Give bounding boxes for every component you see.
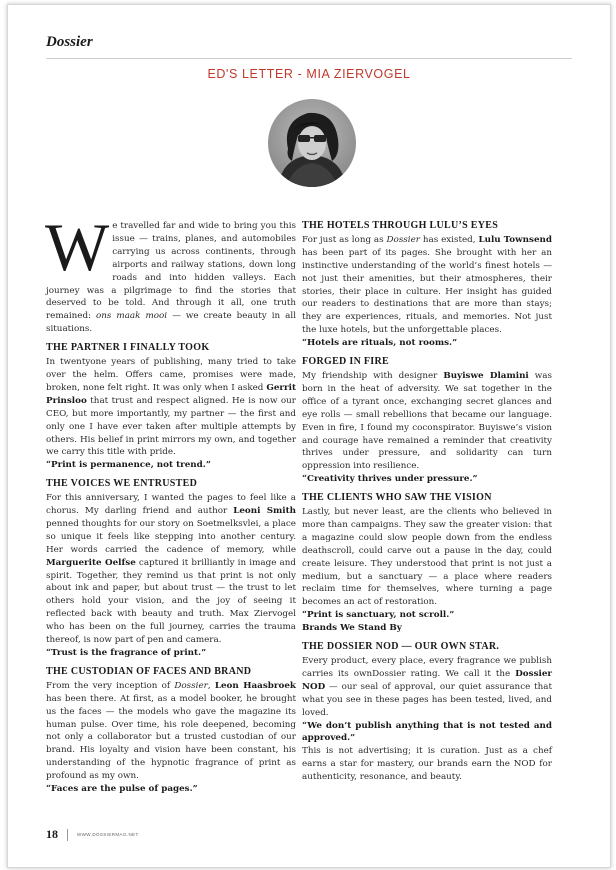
- quote-nod: “We don’t publish anything that is not tested and approved.”: [302, 720, 552, 744]
- intro-paragraph: [45, 209, 296, 336]
- heading-clients: THE CLIENTS WHO SAW THE VISION: [302, 492, 492, 504]
- page-number: 18: [46, 827, 58, 841]
- intro-italic: ons maak mooi: [96, 311, 168, 322]
- quote-voices: “Trust is the fragrance of print.”: [46, 648, 207, 658]
- body-hotels: For just as long as Dossier has existed, Lulu Townsend has been part of its pages. She brought with her an instinctive understanding of the world’s finest hotels — not just their amenities, but their atmospheres, their stories, their place in culture. Her insight has guided our readers to destinations that are more than stays; they are experiences, rituals, and memories. Not just the luxe hotels, but the unforgettable places.: [302, 234, 552, 336]
- heading-custodian: THE CUSTODIAN OF FACES AND BRAND: [46, 665, 252, 677]
- heading-nod: THE DOSSIER NOD — OUR OWN STAR.: [302, 641, 500, 653]
- page-footer: [46, 827, 139, 842]
- body-partner: In twentyone years of publishing, many tried to take over the helm. Offers came, promises were made, broken, none felt right. It was only when I asked Gerrit Prinsloo that trust and respect aligned. He is now our CEO, but more importantly, my partner — the first and only one I have ever taken after multiple attempts by others. His belief in print mirrors my own, and together we carry this title with pride.: [46, 357, 296, 458]
- right-column: [302, 220, 552, 784]
- editor-portrait: [268, 99, 356, 187]
- heading-voices: THE VOICES WE ENTRUSTED: [46, 478, 198, 490]
- heading-hotels: THE HOTELS THROUGH LULU’S EYES: [302, 220, 499, 231]
- section-kicker: ED'S LETTER - MIA ZIERVOGEL: [207, 67, 411, 81]
- body-nod-closing: This is not advertising; it is curation. Just as a chef earns a star for mastery, our brands earn the NOD for authenticity, resonance, and beauty.: [302, 746, 552, 783]
- footer-url: WWW.DOSSIERMAG.NET: [77, 832, 139, 837]
- brands-tag: Brands We Stand By: [302, 623, 402, 634]
- magazine-brand: Dossier: [46, 34, 93, 50]
- heading-partner: THE PARTNER I FINALLY TOOK: [46, 342, 210, 354]
- header-rule: [46, 58, 572, 59]
- quote-hotels: “Hotels are rituals, not rooms.”: [302, 338, 458, 349]
- drop-cap: W: [45, 209, 110, 285]
- left-column: [45, 209, 296, 796]
- body-nod: Every product, every place, every fragrance we publish carries its ownDossier rating. We call it the Dossier NOD — our seal of approval, our quiet assurance that what you see in these pages has been tested, lived, and loved.: [302, 656, 552, 718]
- quote-partner: “Print is permanence, not trend.”: [46, 460, 211, 471]
- body-clients: Lastly, but never least, are the clients who believed in more than campaigns. They saw the greater vision: that a magazine could slow people down from the endless deathscroll, could carve out a pause in the day, could create leisure. They understood that print is not just a medium, but a sanctuary — a place where readers reclaim time for themselves, where turning a page becomes an act of restoration.: [302, 507, 552, 608]
- intro-tail: — we create beauty in all situations.: [46, 311, 296, 335]
- quote-clients: “Print is sanctuary, not scroll.”: [302, 610, 455, 621]
- body-custodian: From the very inception of Dossier, Leon Haasbroek has been there. At first, as a model booker, he brought us the faces — the models who gave the magazine its human pulse. Over time, his role deepened, becoming not only a collaborator but a trusted custodian of our brand. His loyalty and vision have been constant, his understanding of the hypnotic fragrance of print as profound as my own.: [46, 680, 296, 782]
- magazine-page: [7, 4, 611, 868]
- quote-forged: “Creativity thrives under pressure.”: [302, 474, 478, 485]
- body-forged: My friendship with designer Buyiswe Dlamini was born in the heat of adversity. We sat together in the office of a tyrant once, exchanging secret glances and eye rolls — small rebellions that became our language. Even in fire, I found my coconspirator. Buyiswe’s vision and courage have remained a reminder that creativity thrives under pressure, and solidarity can turn oppression into resilience.: [302, 370, 552, 472]
- footer-divider: [67, 829, 68, 841]
- intro-text: e travelled far and wide to bring you this issue — trains, planes, and automobiles carrying us across continents, through airports and railway stations, down long roads and into hidden valleys. Each journey was a pilgrimage to find the stories that deserved to be told. And through it all, one truth remained:: [46, 221, 296, 322]
- body-voices: For this anniversary, I wanted the pages to feel like a chorus. My darling friend and author Leoni Smith penned thoughts for our story on Soetmelksvlei, a place so unique it feels like stepping into another century. Her words carried the cadence of memory, while Marguerite Oelfse captured it brilliantly in image and spirit. Together, they remind us that print is not only about ink and paper, but about trust — the trust to let others hold your vision, and the joy of seeing it reflected back with beauty and truth. Max Ziervogel who has been on the full journey, carries the trauma thereof, is now part of pen and camera.: [46, 493, 296, 646]
- quote-custodian: “Faces are the pulse of pages.”: [46, 784, 198, 795]
- heading-forged: FORGED IN FIRE: [302, 356, 389, 368]
